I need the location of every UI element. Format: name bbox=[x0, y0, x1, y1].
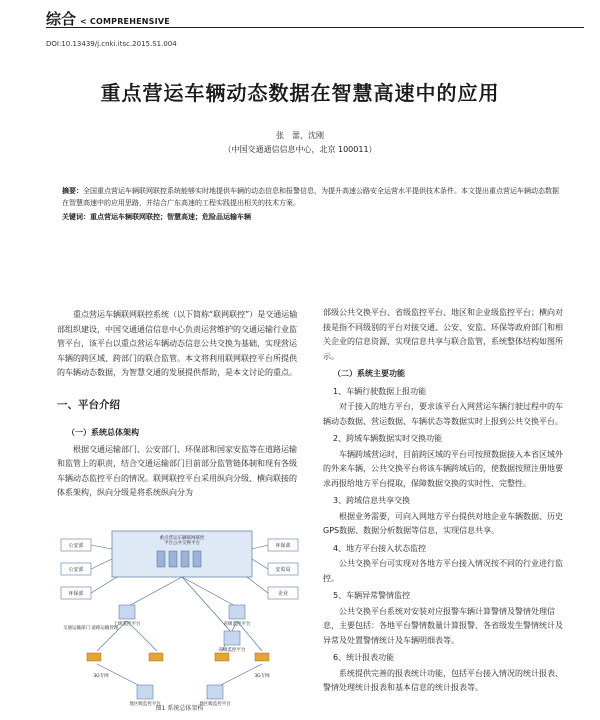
affiliation: （中国交通通信信息中心，北京 100011） bbox=[223, 145, 377, 154]
function-item-text: 车辆跨域营运时，目前跨区域的平台可按照数据接入本省区域外的外来车辆，公共交换平台将该车辆跨域后的，使数据按照注册地要求再报给地方平台提取，保障数据交换的实时性、完整性。 bbox=[323, 449, 563, 488]
header-rule bbox=[46, 27, 584, 28]
function-item-text: 根据业务需要，可向入网地方平台提供对地企业车辆数据、历史GPS数据、数据分析数据等信息，实现信息共享。 bbox=[323, 511, 563, 535]
bottom-label-2: 地区级监控平台 bbox=[199, 702, 231, 707]
platform-icon bbox=[229, 605, 245, 619]
side-label-2: 3G专网 bbox=[93, 674, 109, 679]
intro-paragraph: 重点营运车辆联网联控系统（以下简称“联网联控”）是交通运输部组织建设，中国交通通信信息中心负责运营维护的交通运输行业监管平台，该平台以重点营运车辆动态信息公共交换为基础，实现营运车辆的跨区域、跨部门的联合监管。本文将利用联网联控平台所提供的车辆动态数据，为智慧交通的发展提供帮助，是本文讨论的重点。 bbox=[57, 310, 298, 377]
keywords-text: 重点营运车辆联网联控；智慧高速；危险品运输车辆 bbox=[90, 213, 251, 221]
truck-icon bbox=[87, 653, 101, 661]
authors: 张 蕾，沈刚 bbox=[276, 131, 324, 140]
function-item-title: 2、跨域车辆数据实时交换功能 bbox=[333, 434, 443, 443]
exchange-platform-title bbox=[160, 534, 205, 546]
mid-label-2: 省级监控平台 bbox=[223, 622, 251, 627]
section-heading-1: 一、平台介绍 bbox=[57, 398, 120, 411]
server-icon bbox=[157, 551, 165, 567]
function-item-title: 6、统计报表功能 bbox=[333, 653, 395, 662]
truck-icon bbox=[149, 653, 163, 661]
journal-header bbox=[46, 8, 170, 29]
server-icon bbox=[193, 551, 201, 567]
org-label-left-2: 公安部 bbox=[68, 567, 84, 573]
center-title-line1: 重点营运车辆联网联控 bbox=[159, 536, 205, 541]
mid-label-3: 省级监控平台 bbox=[218, 648, 246, 653]
truck-icon bbox=[215, 653, 229, 661]
platform-icon bbox=[119, 605, 135, 619]
function-list bbox=[323, 385, 568, 696]
right-column bbox=[323, 306, 568, 696]
side-label-3: 3G专网 bbox=[254, 674, 270, 679]
function-item-text: 系统提供完善的报表统计功能，包括平台接入情况的统计报表、警情处理统计报表和基本信息的统计报表等。 bbox=[323, 668, 563, 692]
org-label-right-2: 安监局 bbox=[275, 567, 291, 573]
doi: DOI:10.13439/j.cnki.itsc.2015.S1.004 bbox=[46, 40, 177, 48]
server-icon bbox=[169, 551, 177, 567]
section-label-en: < COMPREHENSIVE bbox=[80, 17, 170, 26]
mid-label-1: 上级监控平台 bbox=[113, 622, 141, 627]
bottom-label-1: 地区级监控平台 bbox=[129, 702, 161, 707]
subsection-heading-1: （一）系统总体架构 bbox=[67, 428, 139, 437]
function-item-text: 对于接入的地方平台，要求该平台入网营运车辆行驶过程中的车辆动态数据、营运数据、车辆状态等数据实时上报到公共交换平台。 bbox=[323, 402, 563, 426]
org-label-right-1: 环保部 bbox=[275, 543, 291, 549]
platform-icon bbox=[224, 631, 240, 645]
keywords-label: 关键词： bbox=[62, 213, 90, 221]
section-label: 综合 bbox=[46, 10, 77, 28]
org-label-right-3: 企业 bbox=[277, 591, 289, 597]
org-label-left-3: 环保部 bbox=[68, 591, 84, 597]
paper-title: 重点营运车辆动态数据在智慧高速中的应用 bbox=[100, 81, 500, 105]
architecture-paragraph: 根据交通运输部门、公安部门、环保部和国家安监等在道路运输和监管上的职责，结合交通运输部门目前部分监管链体制和现有各级车辆动态监控平台的情况。联网联控平台采用纵向分级、横向联接的体系架构，纵向分级是将系统纵向分为 bbox=[57, 444, 297, 497]
function-item-title: 4、地方平台接入状态监控 bbox=[333, 543, 427, 553]
right-continuation: 部级公共交换平台、省级监控平台、地区和企业级监控平台；横向对接是指不同级别的平台对接交通、公安、安监、环保等政府部门和相关企业的信息资源，实现信息共享与联合监管，系统整体结构如图所示。 bbox=[323, 308, 563, 361]
platform-icon bbox=[207, 685, 223, 699]
subsection-heading-2: （二）系统主要功能 bbox=[333, 369, 405, 378]
abstract bbox=[62, 185, 562, 209]
architecture-diagram bbox=[57, 529, 302, 709]
platform-icon bbox=[137, 685, 153, 699]
function-item-title: 5、车辆异常警情监控 bbox=[333, 591, 411, 600]
function-item-text: 公共交换平台系统对安装对应报警车辆计算警情及警情处理信息，主要包括：各地平台警情数量计算报警、各省级发生警情统计及异常及处置警情统计及车辆明细表等。 bbox=[323, 606, 563, 645]
architecture-figure bbox=[57, 529, 302, 709]
abstract-text: 全国重点营运车辆联网联控系统能够实时地提供车辆的动态信息和报警信息，为提升高速公路安全运营水平提供技术条件。本文提出重点营运车辆动态数据在智慧高速中的应用思路，并结合广东高速的工程实践提出相关的技术方案。 bbox=[62, 187, 559, 207]
function-item-text: 公共交换平台可实现对各地方平台接入情况按不同的行业进行监控。 bbox=[323, 559, 563, 583]
server-icon bbox=[181, 551, 189, 567]
keywords bbox=[62, 211, 562, 223]
side-label-1: 交通运输部门 道路运输管理 bbox=[63, 626, 119, 631]
center-title-line2: 平台公共交换平台 bbox=[164, 541, 200, 546]
abstract-label: 摘要： bbox=[62, 187, 83, 195]
org-label-left-1: 公安部 bbox=[68, 543, 84, 549]
left-column bbox=[57, 308, 302, 501]
function-item-title: 3、跨域信息共享交换 bbox=[333, 496, 411, 505]
truck-icon bbox=[255, 653, 269, 661]
function-item-title: 1、车辆行驶数据上报功能 bbox=[333, 386, 427, 396]
figure-caption: 图1 系统总体架构 bbox=[155, 705, 204, 712]
